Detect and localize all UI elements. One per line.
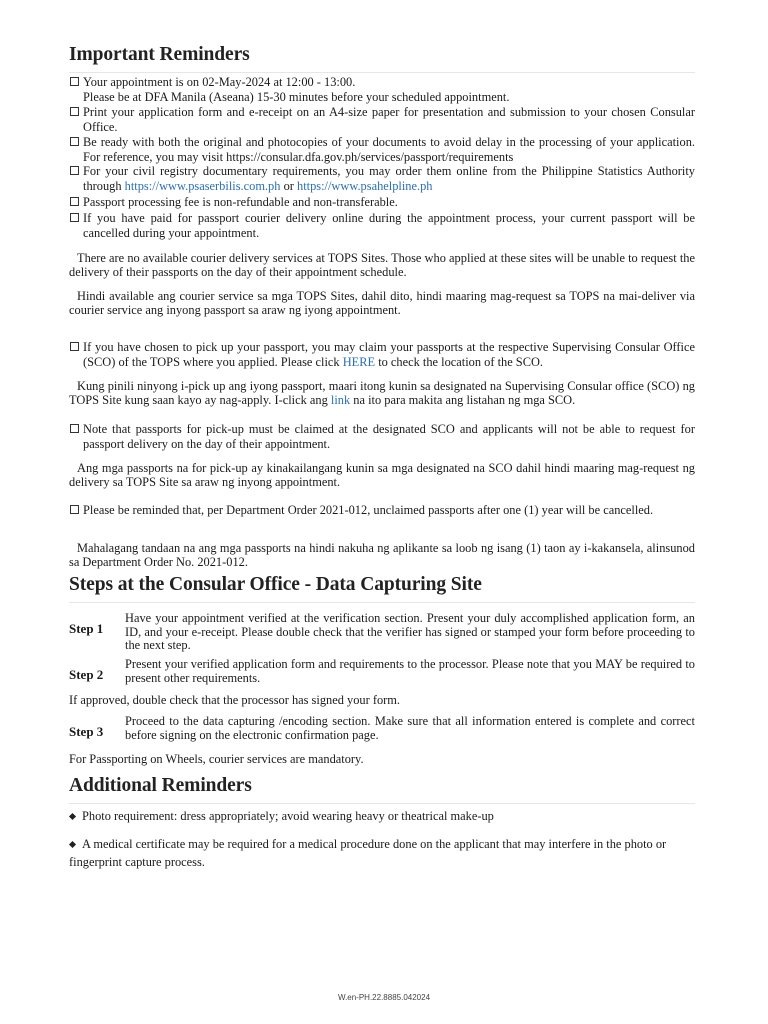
checkbox-icon	[70, 107, 79, 116]
documents-text: Be ready with both the original and photocopies of your documents to avoid delay in the processing of your application. For reference, you may visit https://consular.dfa.gov.ph/services/passport/requirements	[83, 135, 695, 164]
pickup-pre-text: If you have chosen to pick up your passport, you may claim your passports at the respective Supervising Consular Office (SCO) of the TOPS where you applied. Please click	[83, 340, 695, 369]
checkbox-icon	[70, 137, 79, 146]
step-3-text: Proceed to the data capturing /encoding section. Make sure that all information entered is complete and correct before signing on the electronic confirmation page.	[125, 714, 695, 742]
step-1	[69, 612, 695, 653]
checkbox-icon	[70, 505, 79, 514]
step-2	[69, 658, 695, 685]
document-code: W.en-PH.22.8885.042024	[337, 993, 431, 1002]
medical-reminder	[69, 835, 695, 871]
checkbox-icon	[70, 77, 79, 86]
step-2-text: Present your verified application form and requirements to the processor. Please note that you MAY be required to present other requirements.	[125, 657, 695, 685]
additional-reminders-heading: Additional Reminders	[69, 775, 695, 804]
civil-registry-reminder	[69, 164, 695, 193]
pickup-filipino	[69, 379, 695, 407]
checkbox-icon	[70, 197, 79, 206]
approved-note: If approved, double check that the processor has signed your form.	[69, 693, 401, 707]
documents-reminder	[69, 135, 695, 164]
claimed-text: Note that passports for pick-up must be claimed at the designated SCO and applicants will not be able to request for passport delivery on the day of their appointment.	[83, 422, 695, 451]
fee-reminder	[69, 195, 695, 210]
appointment-reminder	[69, 75, 695, 104]
print-form-text: Print your application form and e-receipt on an A4-size paper for presentation and submission to your chosen Consular Office.	[83, 105, 695, 134]
checkbox-icon	[70, 342, 79, 351]
bullet-icon	[69, 813, 76, 820]
checkbox-icon	[70, 424, 79, 433]
important-reminders-heading: Important Reminders	[69, 44, 695, 73]
step-3	[69, 715, 695, 742]
unclaimed-reminder	[69, 503, 695, 518]
pickup-post-text: to check the location of the SCO.	[378, 354, 544, 369]
claimed-reminder	[69, 422, 695, 451]
pickup-fil-pre-text: Kung pinili ninyong i-pick up ang iyong passport, maari itong kunin sa designated na Supervising Consular office (SCO) ng TOPS Site kung saan kayo ay nag-apply. I-click ang	[69, 379, 695, 407]
bullet-icon	[69, 841, 76, 848]
print-form-reminder	[69, 105, 695, 134]
medical-text: A medical certificate may be required for a medical procedure done on the applicant that may interfere in the photo or fingerprint capture process.	[69, 837, 667, 869]
unclaimed-text: Please be reminded that, per Department Order 2021-012, unclaimed passports after one (1) year will be cancelled.	[83, 503, 654, 517]
appointment-arrival-text: Please be at DFA Manila (Aseana) 15-30 minutes before your scheduled appointment.	[83, 89, 510, 104]
no-courier-filipino: Hindi available ang courier service sa mga TOPS Sites, dahil dito, hindi maaring mag-request sa TOPS na mai-deliver via courier service ang inyong passport sa araw ng iyong appointment.	[69, 289, 695, 317]
unclaimed-filipino: Mahalagang tandaan na ang mga passports na hindi nakuha ng aplikante sa loob ng isang (1) taon ay i-kakansela, alinsunod sa Department Order No. 2021-012.	[69, 541, 695, 569]
checkbox-icon	[70, 166, 79, 175]
checkbox-icon	[70, 213, 79, 222]
step-3-label: Step 3	[69, 724, 104, 739]
courier-paid-reminder	[69, 211, 695, 240]
claimed-filipino: Ang mga passports na for pick-up ay kinakailangang kunin sa mga designated na SCO dahil hindi maaring mag-request ng delivery sa TOPS Site sa araw ng inyong appointment.	[69, 461, 695, 489]
civil-registry-pre-text: For your civil registry documentary requirements, you may order them online from the Philippine Statistics Authority through	[83, 164, 695, 193]
step-1-text: Have your appointment verified at the verification section. Present your duly accomplished application form, an ID, and your e-receipt. Please double check that the verifier has signed or stamped your form before proceeding to the next step.	[125, 611, 695, 652]
or-text: or	[283, 178, 294, 193]
pickup-fil-post-text: na ito para makita ang listahan ng mga SCO.	[353, 393, 576, 407]
photo-text: Photo requirement: dress appropriately; avoid wearing heavy or theatrical make-up	[82, 809, 494, 823]
step-1-label: Step 1	[69, 621, 104, 636]
photo-reminder	[69, 807, 695, 825]
step-2-label: Step 2	[69, 667, 104, 682]
sco-list-link[interactable]: link	[330, 393, 351, 407]
wheels-note: For Passporting on Wheels, courier services are mandatory.	[69, 752, 364, 766]
civil-registry-text	[83, 164, 695, 193]
here-link[interactable]: HERE	[342, 354, 376, 369]
pickup-text	[83, 340, 695, 369]
psahelpline-link[interactable]: https://www.psahelpline.ph	[297, 178, 433, 193]
courier-paid-text: If you have paid for passport courier delivery online during the appointment process, your current passport will be cancelled during your appointment.	[83, 211, 695, 240]
fee-text: Passport processing fee is non-refundable and non-transferable.	[83, 195, 398, 209]
no-courier-english: There are no available courier delivery services at TOPS Sites. Those who applied at these sites will be unable to request the delivery of their passports on the day of their appointment schedule.	[69, 251, 695, 279]
pickup-reminder	[69, 340, 695, 369]
psaserbilis-link[interactable]: https://www.psaserbilis.com.ph	[124, 178, 281, 193]
appointment-date-text: Your appointment is on 02-May-2024 at 12:00 - 13:00.	[83, 75, 356, 89]
steps-heading: Steps at the Consular Office - Data Capturing Site	[69, 574, 695, 603]
